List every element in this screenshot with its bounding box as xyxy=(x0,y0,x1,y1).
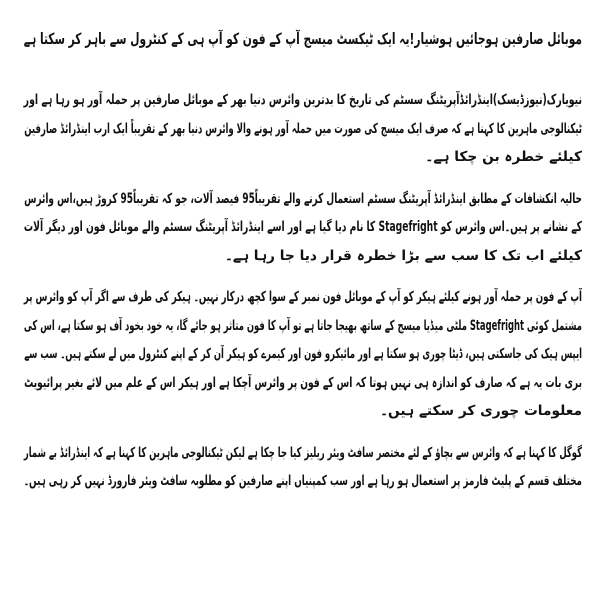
paragraph-line: ٹیکنالوجی ماہرین کا کہنا ہے کہ صرف ایک میسج کی صورت میں حملہ آور ہونے والا وائرس دنیا بھر کے تقریباً ایک ارب اینڈرائڈ صارفین xyxy=(24,120,582,137)
article-paragraph xyxy=(22,86,582,172)
paragraph-line: کیلئے اب تک کا سب سے بڑا خطرہ قرار دیا جا رہا ہے۔ xyxy=(224,247,582,264)
paragraph-line: کے نشانے پر ہیں۔اس وائرس کو Stagefright کا نام دیا گیا ہے اور اسے اینڈرائڈ آپریٹنگ سسٹم والے موبائل فون اور دیگر آلات xyxy=(23,219,582,235)
paragraph-line: مشتمل کوئی Stagefright ملٹی میڈیا میسج کے ساتھ بھیجا جاتا ہے تو آپ کا فون متاثر ہو جائے گا، یہ خود بخود آف ہو سکتا ہے، اس کی xyxy=(23,317,582,334)
paragraph-line: نیویارک(نیوزڈیسک)اینڈرائڈآپریٹنگ سسٹم کی تاریخ کا بدترین وائرس دنیا بھر کے موبائل صارفین پر حملہ آور ہو رہا ہے اور xyxy=(23,92,582,108)
paragraph-line: حالیہ انکشافات کے مطابق اینڈرائڈ آپریٹنگ سسٹم استعمال کرنے والے تقریباً95 فیصد آلات، جو کہ تقریباً95 کروڑ ہیں،اس وائرس xyxy=(24,190,583,207)
article-paragraph xyxy=(22,283,582,426)
paragraph-line: کیلئے خطرہ بن چکا ہے۔ xyxy=(425,149,582,165)
paragraph-line: مختلف قسم کے پلیٹ فارمز پر استعمال ہو رہا ہے اور سب کمپنیاں اپنے صارفین کو مطلوبہ سافٹ ویئر فارورڈ نہیں کر رہی ہیں۔ xyxy=(23,473,583,489)
article-paragraph xyxy=(22,185,582,271)
paragraph-line: ایپس ہیک کی جاسکتی ہیں، ڈیٹا چوری ہو سکتا ہے اور مائیکرو فون اور کیمرے کو ہیکر آن کر کے اپنے کنٹرول میں لے سکتے ہیں۔ سب سے xyxy=(24,346,583,362)
article-headline: موبائل صارفین ہوجائیں ہوشیار!یہ ایک ٹیکسٹ میسج آپ کے فون کو آپ ہی کے کنٹرول سے باہر کر سکتا ہے xyxy=(23,30,582,48)
paragraph-line: بری بات یہ ہے کہ صارف کو اندازہ ہی نہیں ہوتا کہ اس کے فون پر وائرس آچکا ہے اور ہیکر اس کے علم میں لائے بغیر پرائیویٹ xyxy=(24,374,583,391)
article-paragraph xyxy=(22,439,582,496)
paragraph-line: معلومات چوری کر سکتے ہیں۔ xyxy=(379,403,582,419)
paragraph-line: گوگل کا کہنا ہے کہ وائرس سے بچاؤ کے لئے مختصر سافٹ ویئر ریلیز کیا جا چکا ہے لیکن ٹیکنالوجی ماہرین کا کہنا ہے کہ اینڈرائڈ بے شمار xyxy=(23,444,582,461)
paragraph-line: آپ کے فون پر حملہ آور ہونے کیلئے ہیکر کو آپ کے موبائل فون نمبر کے سوا کچھ درکار نہیں۔ ہیکر کی طرف سے اگر آپ کو وائرس پر xyxy=(23,289,583,305)
